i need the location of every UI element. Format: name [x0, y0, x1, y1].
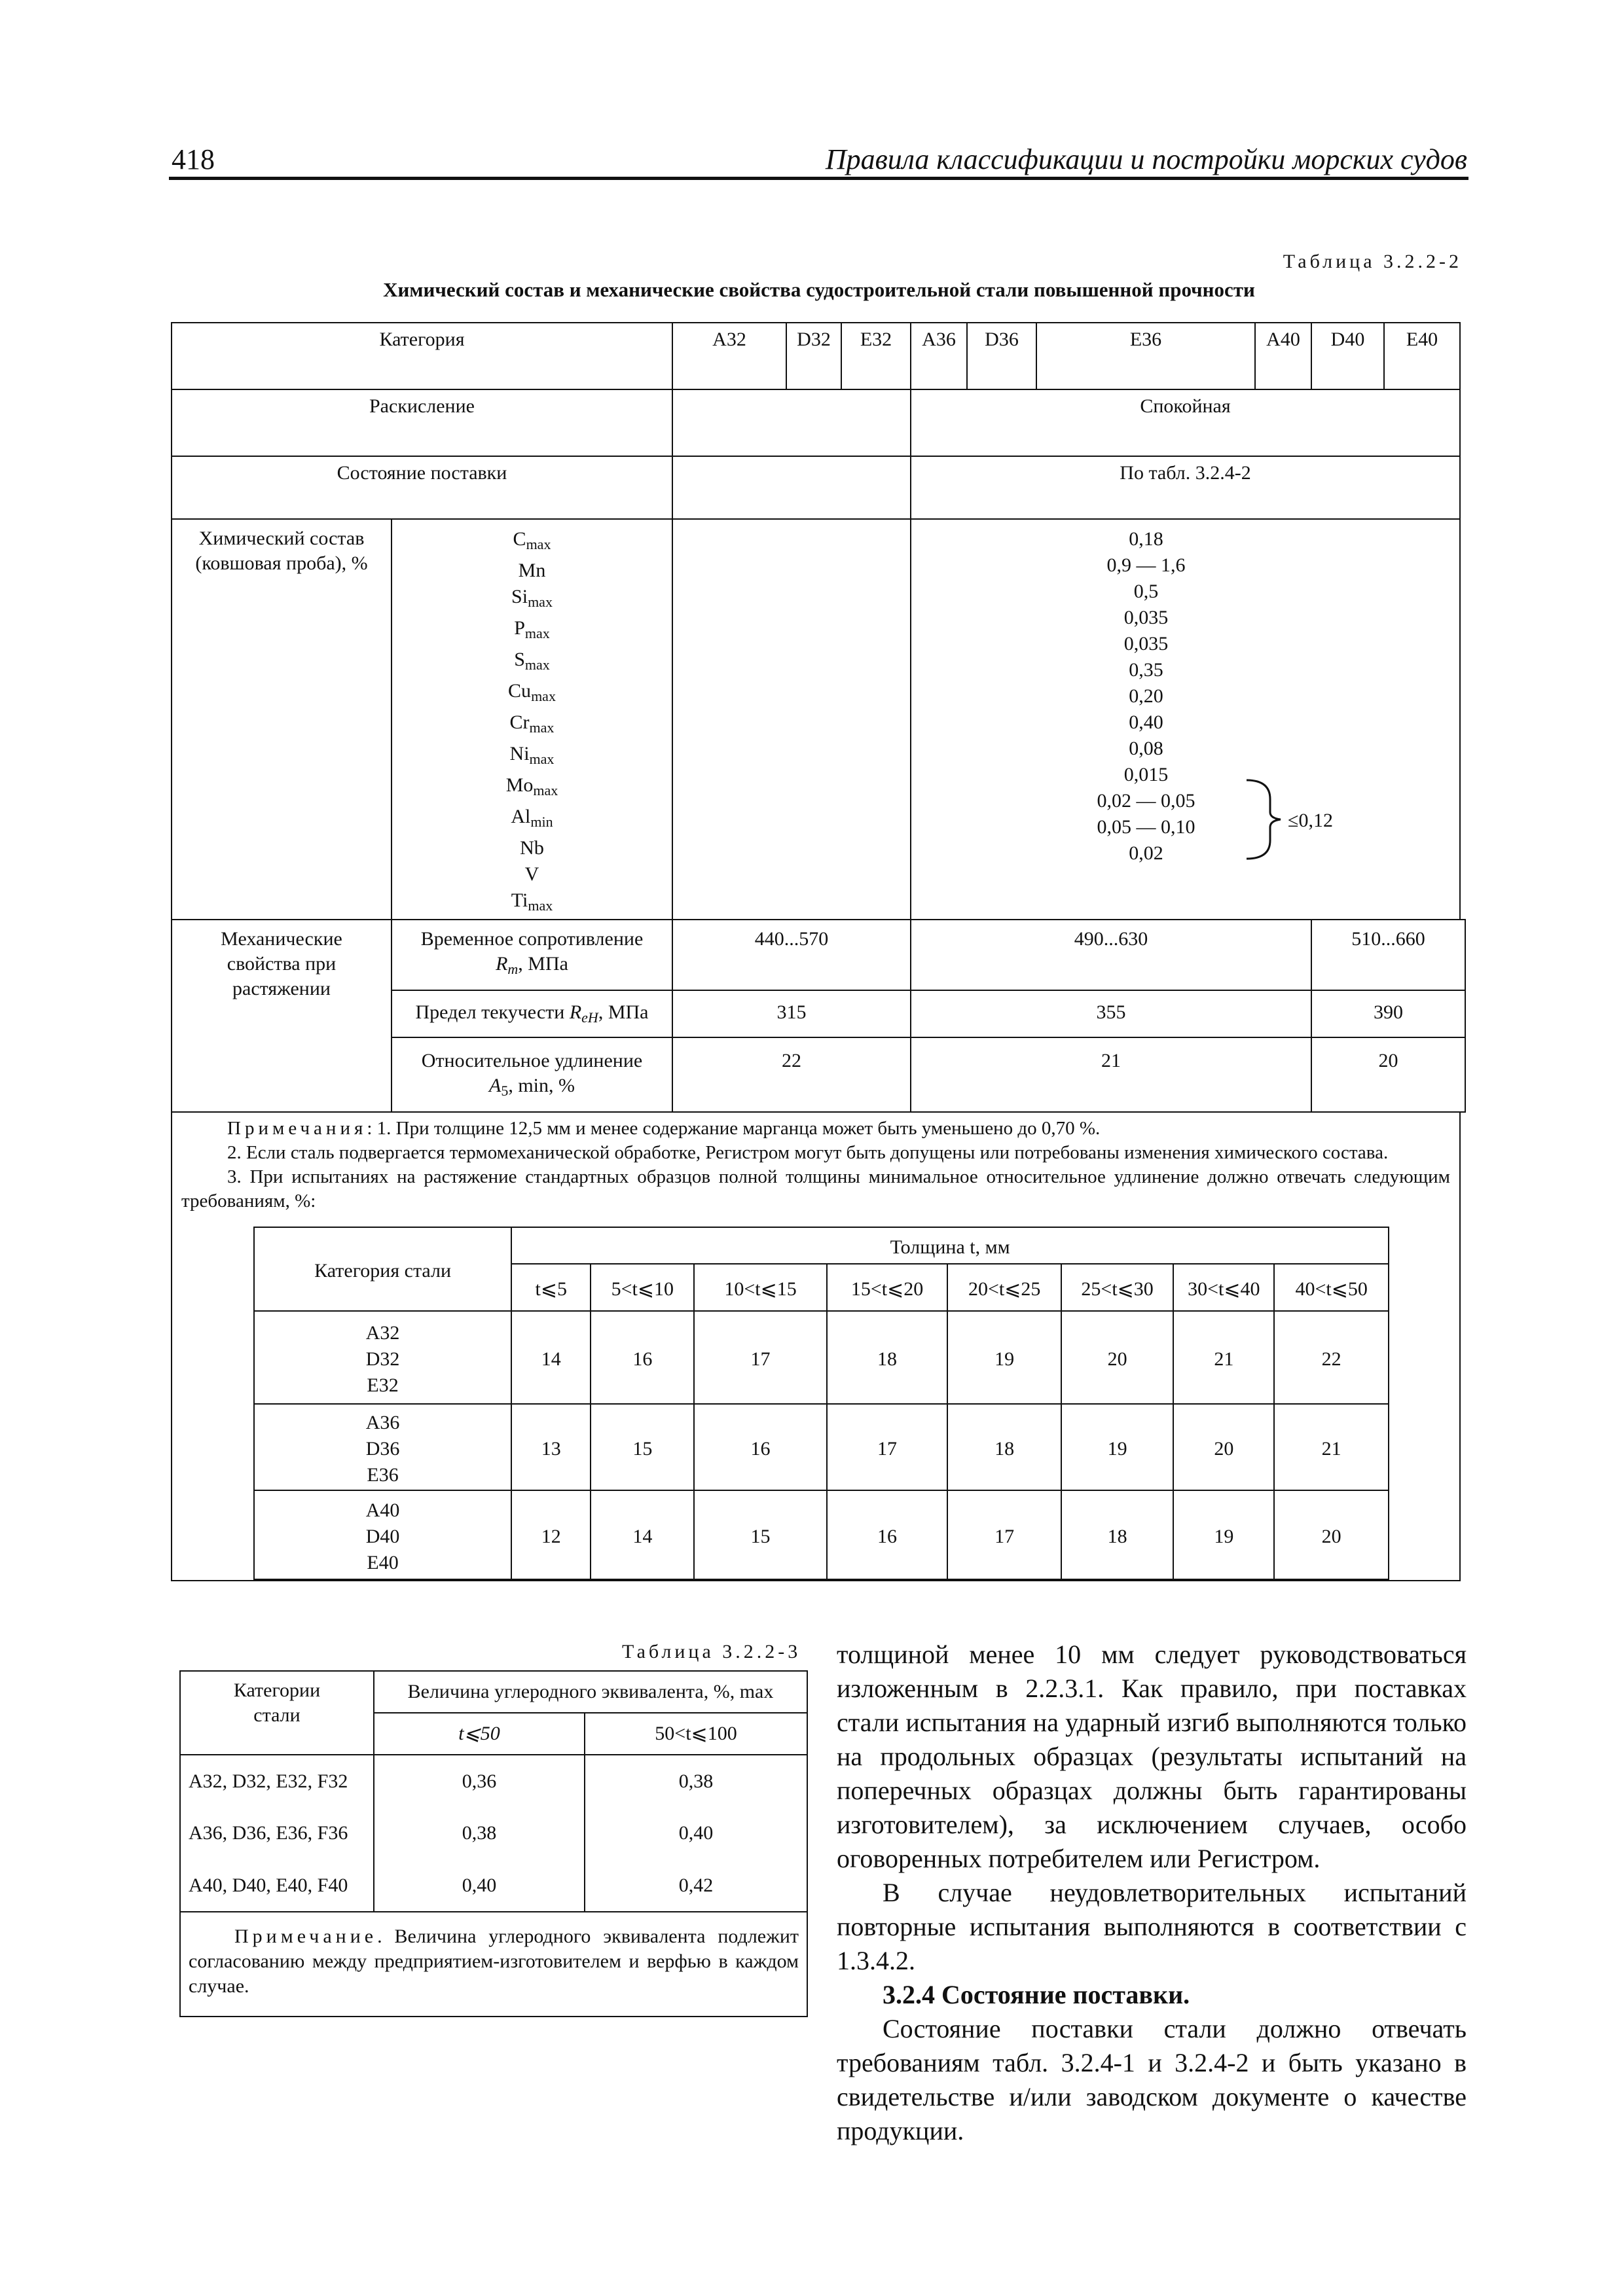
element-symbol: Mo [505, 774, 534, 796]
paragraph-1: толщиной менее 10 мм следует руководствоваться изложенным в 2.2.3.1. Как правило, при поставках стали испытания на ударный изгиб выполняются только на продольных образцах (результаты испытаний на поперечных образцах должны быть гарантированы изготовителем), за исключением случаев, особо оговоренных потребителем или Регистром. [837, 1640, 1467, 1873]
range-5: 25<t⩽30 [1061, 1264, 1173, 1311]
table-row [254, 1311, 1389, 1404]
element-value-11: 0,05 — 0,10 [1097, 816, 1195, 838]
yield-unit: , МПа [598, 1001, 649, 1023]
paragraph-3: Состояние поставки стали должно отвечать требованиям табл. 3.2.4-1 и 3.2.4-2 и быть указано в свидетельстве и/или заводском документе о качестве продукции. [837, 2014, 1467, 2145]
row-category: A32 [365, 1322, 400, 1344]
cat-a36: A36 [911, 323, 967, 389]
elong-value: 22 [1274, 1311, 1389, 1404]
note-2: 2. Если сталь подвергается термомеханической обработке, Регистром могут быть допущены или потребованы изменения химического состава. [227, 1142, 1389, 1163]
table-row [254, 1490, 1389, 1579]
thickness-header [511, 1227, 1389, 1264]
elong-value: 13 [511, 1404, 591, 1490]
note-3: 3. При испытаниях на растяжение стандартных образцов полной толщины минимальное относительное удлинение должно отвечать следующим требованиям, %: [181, 1166, 1450, 1211]
elong-value: 17 [694, 1311, 826, 1404]
cat-a40: A40 [1255, 323, 1311, 389]
range-7: 40<t⩽50 [1274, 1264, 1389, 1311]
brace-note: ≤0,12 [1288, 810, 1333, 831]
tensile-label [392, 920, 672, 990]
cat-d40: D40 [1311, 323, 1384, 389]
section-heading: 3.2.4 Состояние поставки. [883, 1980, 1190, 2009]
elong-value: 17 [947, 1490, 1061, 1579]
delivery-value: По табл. 3.2.4-2 [911, 456, 1460, 519]
table1 [171, 322, 1466, 1581]
chem-label: Химический состав (ковшовая проба), % [172, 519, 392, 920]
t2-note-label: Примечание [234, 1926, 378, 1947]
table1-title: Химический состав и механические свойства судостроительной стали повышенной прочности [383, 278, 1255, 301]
cat-e32: E32 [841, 323, 911, 389]
t2-cat-header: Категории стали [180, 1671, 374, 1755]
row-category: D32 [365, 1348, 400, 1370]
category-header: Категория [172, 323, 672, 389]
element-value-4: 0,035 [1123, 633, 1169, 655]
element-symbol: Al [511, 806, 531, 827]
row-category: E40 [367, 1552, 399, 1573]
table-row [254, 1404, 1389, 1490]
elong-value: 19 [1061, 1404, 1173, 1490]
t2-col1: t⩽50 [374, 1713, 585, 1755]
tensile-text: Временное сопротивление [420, 928, 644, 950]
table2 [179, 1670, 808, 2017]
element-7 [392, 741, 672, 772]
t2-cat: A32, D32, E32, F32 [180, 1755, 374, 1807]
table-row [180, 1755, 807, 1807]
elong-value: 15 [591, 1404, 694, 1490]
elong-value: 18 [1061, 1490, 1173, 1579]
cat-a32: A32 [672, 323, 786, 389]
element-11 [392, 861, 672, 888]
element-value-1: 0,9 — 1,6 [1106, 554, 1186, 576]
t2-v2: 0,42 [585, 1859, 807, 1912]
element-value-3: 0,035 [1123, 607, 1169, 628]
yield-label [392, 990, 672, 1037]
element-2 [392, 584, 672, 615]
yield-32: 315 [672, 990, 911, 1037]
t2-v2: 0,40 [585, 1807, 807, 1859]
elong-text: Относительное удлинение [421, 1050, 643, 1071]
element-value-2: 0,5 [1133, 581, 1159, 602]
element-subscript: max [528, 594, 553, 610]
elong-value: 12 [511, 1490, 591, 1579]
elong-32: 22 [672, 1037, 911, 1112]
yield-text: Предел текучести [415, 1001, 565, 1023]
range-3: 15<t⩽20 [827, 1264, 948, 1311]
page-number: 418 [172, 143, 215, 175]
element-symbol: Cr [509, 711, 530, 733]
thickness-header-text: Толщина t, мм [890, 1236, 1010, 1258]
element-value-8: 0,08 [1129, 738, 1163, 759]
yield-40: 390 [1311, 990, 1465, 1037]
delivery-empty [672, 456, 911, 519]
tensile-unit: , МПа [518, 953, 568, 975]
tensile-subscript: m [507, 961, 519, 977]
element-symbol: Ni [509, 743, 530, 764]
elong-value: 20 [1061, 1311, 1173, 1404]
t2-v1: 0,38 [374, 1807, 585, 1859]
row-category: E36 [367, 1464, 399, 1486]
elong-value: 16 [591, 1311, 694, 1404]
table-row [180, 1807, 807, 1859]
element-10 [392, 835, 672, 861]
element-value-5: 0,35 [1129, 659, 1163, 681]
yield-36: 355 [911, 990, 1311, 1037]
element-value-6: 0,20 [1129, 685, 1163, 707]
notes-cell [172, 1112, 1460, 1581]
elong-value: 21 [1274, 1404, 1389, 1490]
range-1: 5<t⩽10 [591, 1264, 694, 1311]
elong-value: 20 [1173, 1404, 1274, 1490]
range-4: 20<t⩽25 [947, 1264, 1061, 1311]
row-category: D40 [365, 1526, 400, 1547]
elong-value: 20 [1274, 1490, 1389, 1579]
element-subscript: max [524, 625, 550, 641]
cat-d36: D36 [967, 323, 1036, 389]
value-list [833, 526, 1459, 867]
element-symbol: Ti [511, 889, 528, 911]
element-subscript: max [529, 719, 555, 736]
chem-values [911, 519, 1460, 920]
element-3 [392, 615, 672, 647]
element-8 [392, 772, 672, 804]
delivery-label: Состояние поставки [172, 456, 672, 519]
elong-40: 20 [1311, 1037, 1465, 1112]
tensile-32: 440...570 [672, 920, 911, 990]
element-symbol: P [514, 617, 525, 639]
element-value-9: 0,015 [1123, 764, 1169, 785]
mech-label: Механические свойства при растяжении [172, 920, 392, 1112]
cat-e36: E36 [1036, 323, 1255, 389]
elong-label [392, 1037, 672, 1112]
tensile-40: 510...660 [1311, 920, 1465, 990]
table1-caption: Таблица 3.2.2-2 [1283, 251, 1462, 272]
element-subscript: min [530, 814, 553, 830]
element-6 [392, 709, 672, 741]
element-symbol: Cu [508, 680, 532, 702]
element-value-7: 0,40 [1129, 711, 1163, 733]
deoxidation-value: Спокойная [911, 389, 1460, 456]
elong-table [253, 1227, 1389, 1580]
paragraph-2: В случае неудовлетворительных испытаний повторные испытания выполняются в соответствии с 1.3.4.2. [837, 1878, 1467, 1975]
yield-subscript: eH [581, 1009, 598, 1026]
cat-d32: D32 [786, 323, 841, 389]
elong-unit: , min, % [508, 1075, 575, 1096]
elong-value: 14 [591, 1490, 694, 1579]
t2-col2: 50<t⩽100 [585, 1713, 807, 1755]
element-value-0: 0,18 [1129, 528, 1163, 550]
elong-body [254, 1311, 1389, 1579]
table2-caption: Таблица 3.2.2-3 [622, 1641, 801, 1662]
element-symbol: Mn [518, 560, 546, 581]
element-symbol: Si [511, 586, 528, 607]
elong-value: 16 [694, 1404, 826, 1490]
t2-cat: A36, D36, E36, F36 [180, 1807, 374, 1859]
header-rule [169, 177, 1468, 180]
element-subscript: max [528, 897, 553, 914]
element-5 [392, 678, 672, 709]
element-subscript: max [533, 782, 558, 798]
element-12 [392, 888, 672, 919]
element-0 [392, 526, 672, 558]
notes-label: Примечания [227, 1118, 367, 1139]
elong-value: 17 [827, 1404, 948, 1490]
running-title: Правила классификации и постройки морских судов [825, 143, 1467, 175]
deoxidation-label: Раскисление [172, 389, 672, 456]
elong-cat-header: Категория стали [254, 1227, 511, 1311]
row-categories [254, 1404, 511, 1490]
deoxidation-empty [672, 389, 911, 456]
element-subscript: max [524, 656, 550, 673]
body-text [837, 1638, 1467, 2148]
element-value-10: 0,02 — 0,05 [1097, 790, 1195, 812]
cat-e40: E40 [1384, 323, 1460, 389]
chem-elements [392, 519, 672, 920]
elong-value: 18 [827, 1311, 948, 1404]
element-subscript: max [526, 536, 551, 552]
element-symbol: Nb [520, 837, 544, 859]
element-value-12: 0,02 [1129, 842, 1163, 864]
elong-value: 19 [1173, 1490, 1274, 1579]
range-2: 10<t⩽15 [694, 1264, 826, 1311]
range-6: 30<t⩽40 [1173, 1264, 1274, 1311]
t2-v1: 0,36 [374, 1755, 585, 1807]
row-category: A36 [365, 1412, 400, 1433]
elong-value: 18 [947, 1404, 1061, 1490]
elong-value: 15 [694, 1490, 826, 1579]
element-subscript: max [531, 688, 556, 704]
element-symbol: V [524, 863, 539, 885]
t2-note-cell [180, 1912, 807, 2017]
t2-v1: 0,40 [374, 1859, 585, 1912]
elong-value: 21 [1173, 1311, 1274, 1404]
brace-mark [1244, 776, 1283, 861]
elong-value: 19 [947, 1311, 1061, 1404]
element-symbol: S [514, 649, 525, 670]
elong-value: 16 [827, 1490, 948, 1579]
t2-v2: 0,38 [585, 1755, 807, 1807]
elong-subscript: 5 [501, 1083, 509, 1099]
element-9 [392, 804, 672, 835]
element-list [392, 526, 672, 919]
element-subscript: max [529, 751, 555, 767]
element-1 [392, 558, 672, 584]
elong-36: 21 [911, 1037, 1311, 1112]
row-categories [254, 1490, 511, 1579]
note-1 [181, 1117, 1450, 1141]
row-category: D36 [365, 1438, 400, 1460]
t2-cat: A40, D40, E40, F40 [180, 1859, 374, 1912]
range-0: t⩽5 [511, 1264, 591, 1311]
tensile-symbol: R [496, 953, 508, 975]
row-category: A40 [365, 1499, 400, 1521]
t2-note-text: . Величина углеродного эквивалента подлежит согласованию между предприятием-изготовителем и верфью в каждом случае. [189, 1926, 799, 1997]
t2-body [180, 1755, 807, 1912]
elong-value: 14 [511, 1311, 591, 1404]
t2-ce-header: Величина углеродного эквивалента, %, max [374, 1671, 807, 1713]
notes [172, 1113, 1459, 1213]
elong-symbol: A [489, 1075, 501, 1096]
table-row [180, 1859, 807, 1912]
yield-symbol: R [569, 1001, 582, 1023]
row-categories [254, 1311, 511, 1404]
element-4 [392, 647, 672, 678]
tensile-36: 490...630 [911, 920, 1311, 990]
note-1-text: : 1. При толщине 12,5 мм и менее содержание марганца может быть уменьшено до 0,70 %. [367, 1118, 1101, 1139]
element-symbol: C [513, 528, 526, 550]
row-category: E32 [367, 1374, 399, 1396]
